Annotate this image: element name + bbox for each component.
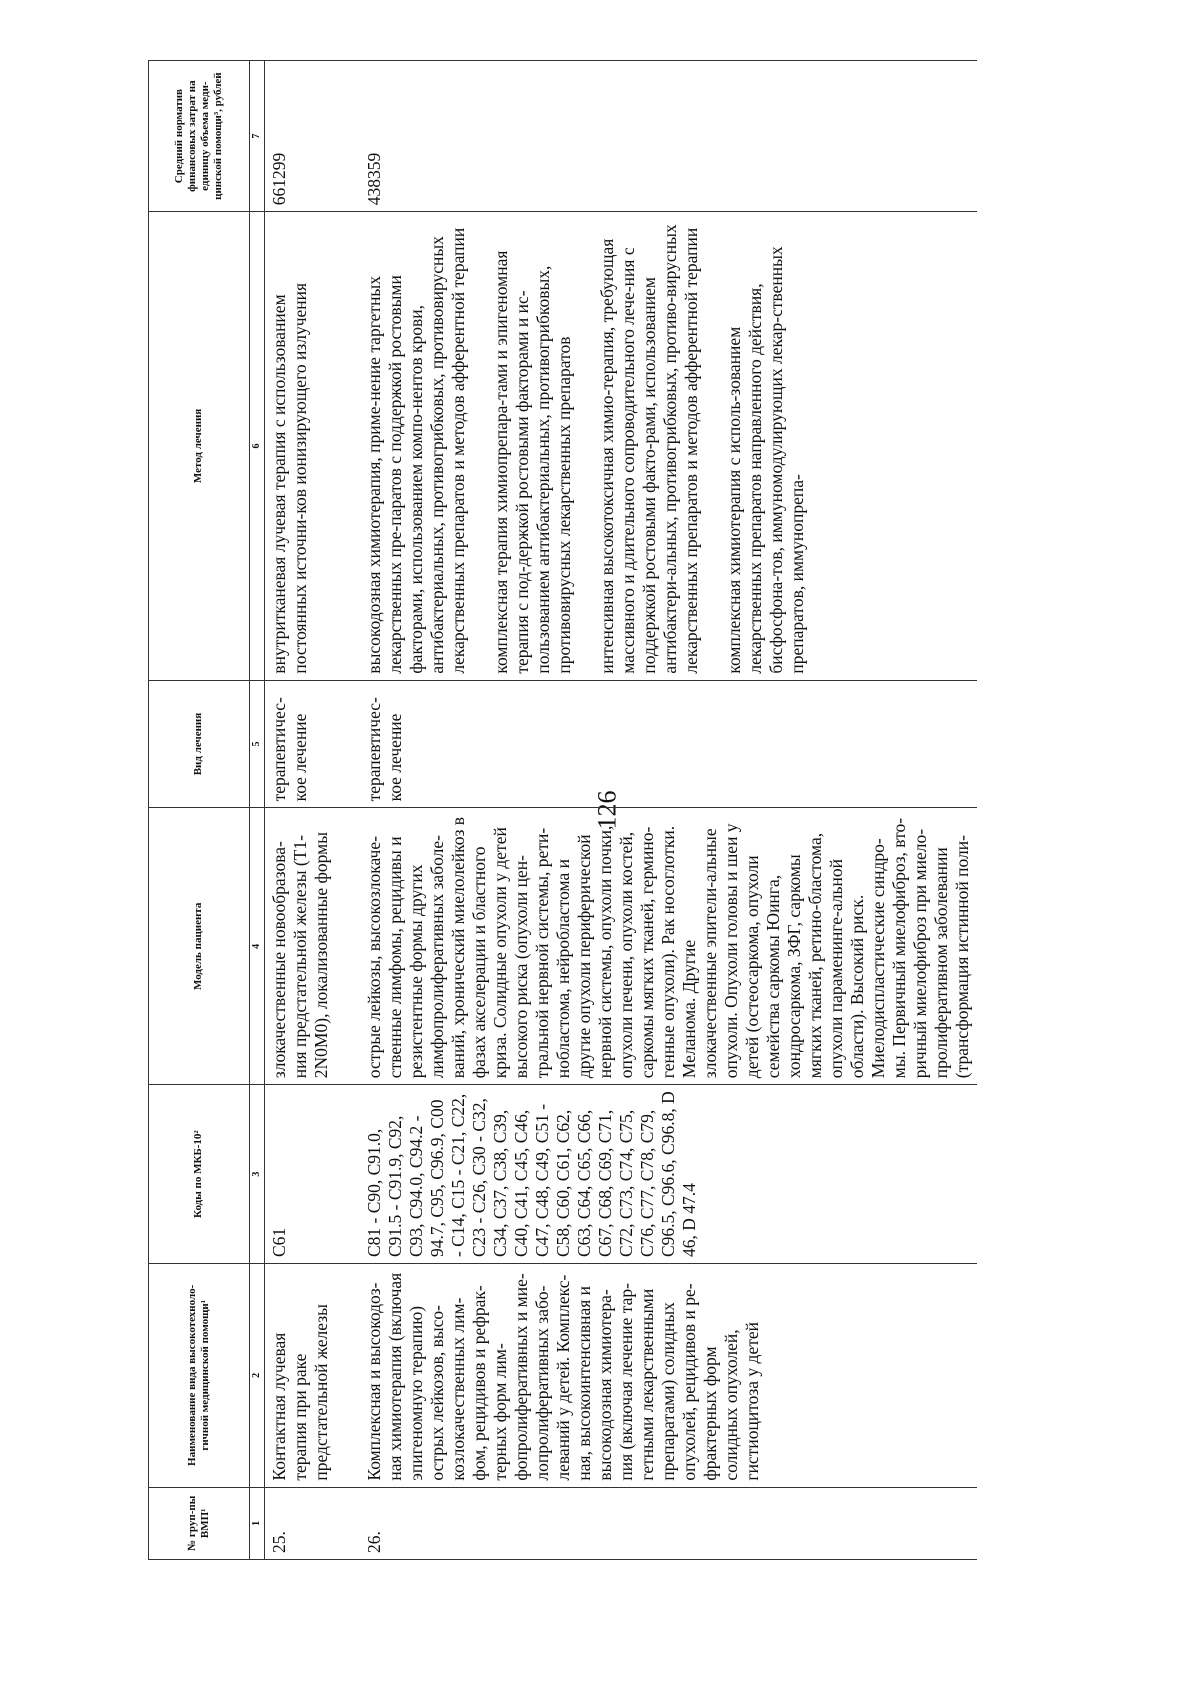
treatment-method-text: интенсивная высокотоксичная химио-терапия, требующая массивного и длительного сопроводительного лече-ния с поддержкой ростовыми факто-рами, использованием антибактери-альных, противогрибковых, противо-вирусных лекарственных препаратов и методов афферентной терапии (597, 224, 701, 674)
paragraph-gap (575, 218, 597, 673)
header-row (149, 61, 250, 1560)
treatment-method-text: комплексная химиотерапия с исполь-зованием лекарственных препаратов направленного действия, бисфосфона-тов, иммуномодулирующих лекар-ственных препаратов, иммунопрепа- (724, 246, 807, 674)
column-number: 4 (250, 808, 265, 1085)
column-number-row (250, 61, 265, 1560)
cell-treatment-type: терапевтичес-кое лечение (265, 680, 361, 808)
cell-treatment-method (265, 212, 361, 680)
vmp-table (148, 60, 977, 1560)
column-number: 6 (250, 212, 265, 680)
header-patient-model: Модель пациента (149, 808, 250, 1085)
column-number: 5 (250, 680, 265, 808)
header-icd-codes: Коды по МКБ-10² (149, 1085, 250, 1264)
cell-average-cost: 661299 (265, 61, 361, 212)
paragraph-gap (702, 218, 724, 673)
cell-vmp-name: Комплексная и высокодоз-ная химиотерапия (включая эпигеномную терапию) острых лейкозов, высо-козлокачественных лим-фом, рецидивов и рефрак-терных форм лим-фопролиферативных и мие-лопролиферативных забо-леваний у детей. Комплекс-ная, высокоинтенсивная и высокодозная химиотера-пия (включая лечение тар-гетными лекарственными препаратами) солидных опухолей, рецидивов и ре-фрактерных форм солидных опухолей, гистиоцитоза у детей (360, 1264, 977, 1488)
rotated-table-container (148, 60, 1053, 1560)
table-row (265, 61, 361, 1560)
cell-treatment-method (360, 212, 977, 680)
header-treatment-type: Вид лечения (149, 680, 250, 808)
cell-group-number: 25. (265, 1487, 361, 1559)
column-number: 2 (250, 1264, 265, 1488)
cell-icd-codes: C81 - C90, C91.0, C91.5 - C91.9, C92, C93, C94.0, C94.2 - 94.7, C95, C96.9, C00 - C14, C15 - C21, C22, C23 - C26, C30 - C32, C34, C37, C38, C39, C40, C41, C45, C46, C47, C48, C49, C51 - C58, C60, C61, C62, C63, C64, C65, C66, C67, C68, C69, C71, C72, C73, C74, C75, C76, C77, C78, C79, C96.5, C96.6, C96.8, D 46, D 47.4 (360, 1085, 977, 1264)
header-average-cost: Средний норматив финансовых затрат на единицу объема меди-цинской помощи³, рублей (149, 61, 250, 212)
column-number: 7 (250, 61, 265, 212)
cell-patient-model: острые лейкозы, высокозлокаче-ственные лимфомы, рецидивы и резистентные формы других лимфопролиферативных заболе-ваний, хронический миелолейкоз в фазах акселерации и бластного криза. Солидные опухоли у детей высокого риска (опухоли цен-тральной нервной системы, рети-нобластома, нейробластома и другие опухоли периферической нервной системы, опухоли почки, опухоли печени, опухоли костей, саркомы мягких тканей, гермино-генные опухоли). Рак носоглотки. Меланома. Другие злокачественные эпители-альные опухоли. Опухоли головы и шеи у детей (остеосаркома, опухоли семейства саркомы Юинга, хондросаркома, ЗФГ, саркомы мягких тканей, ретино-бластома, опухоли параменинге-альной области). Высокий риск. Миелодиспластические синдро-мы. Первичный миелофиброз, вто-ричный миелофиброз при миело-пролиферативном заболевании (трансформация истинной поли- (360, 808, 977, 1085)
header-treatment-method: Метод лечения (149, 212, 250, 680)
cell-patient-model: злокачественные новообразова-ния предстательной железы (T1-2N0M0), локализованные формы (265, 808, 361, 1085)
page-number: 126 (592, 790, 622, 830)
column-number: 3 (250, 1085, 265, 1264)
header-group-number: № груп-пы ВМП¹ (149, 1487, 250, 1559)
header-vmp-name: Наименование вида высокотехноло-гичной медицинской помощи¹ (149, 1264, 250, 1488)
treatment-method-text: внутритканевая лучевая терапия с использованием постоянных источни-ков ионизирующего излучения (269, 282, 310, 674)
treatment-method-text: высокодозная химиотерапия, приме-нение таргетных лекарственных пре-паратов с поддержкой ростовыми факторами, использованием компо-нентов крови, антибактериальных, противогрибковых, противовирусных лекарственных препаратов и методов афферентной терапии (364, 227, 468, 674)
cell-icd-codes: C61 (265, 1085, 361, 1264)
treatment-method-text: комплексная терапия химиопрепара-тами и эпигеномная терапия с под-держкой ростовыми факторами и ис-пользованием антибактериальных, противогрибковых, противовирусных лекарственных препаратов (491, 250, 574, 674)
paragraph-gap (469, 218, 491, 673)
column-number: 1 (250, 1487, 265, 1559)
table-row (360, 61, 977, 1560)
cell-vmp-name: Контактная лучевая терапия при раке предстательной железы (265, 1264, 361, 1488)
cell-group-number: 26. (360, 1487, 977, 1559)
cell-treatment-type: терапевтичес-кое лечение (360, 680, 977, 808)
cell-average-cost: 438359 (360, 61, 977, 212)
